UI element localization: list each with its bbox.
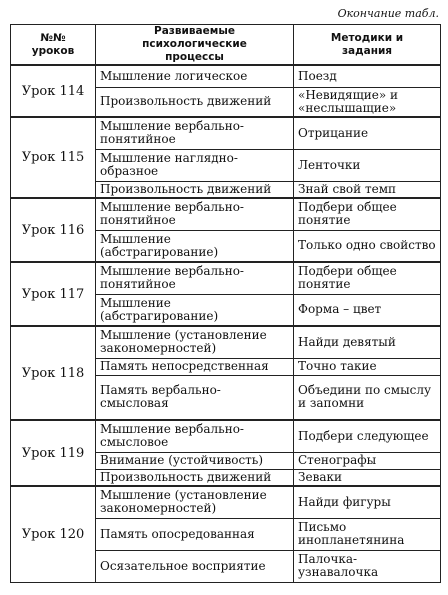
process-cell: Мышление (установление закономерностей)	[96, 486, 294, 518]
method-cell: Стенографы	[294, 452, 441, 469]
table-row	[11, 65, 441, 87]
lesson-cell: Урок 118	[11, 326, 96, 420]
method-cell: Знай свой темп	[294, 181, 441, 198]
method-cell: Подбери следующее	[294, 420, 441, 452]
process-cell: Память опосредованная	[96, 518, 294, 550]
lesson-cell: Урок 120	[11, 486, 96, 582]
table-row	[11, 486, 441, 518]
process-cell: Мышление вербально-понятийное	[96, 262, 294, 294]
process-cell: Мышление (абстрагирование)	[96, 230, 294, 262]
table-caption: Окончание табл.	[337, 7, 439, 20]
process-cell: Мышление (установление закономерностей)	[96, 326, 294, 358]
lesson-cell: Урок 114	[11, 65, 96, 117]
header-row	[11, 25, 441, 66]
lesson-cell: Урок 116	[11, 198, 96, 262]
process-cell: Мышление наглядно-образное	[96, 149, 294, 181]
method-cell: Зеваки	[294, 469, 441, 486]
method-cell: Ленточки	[294, 149, 441, 181]
process-cell: Произвольность движений	[96, 87, 294, 117]
method-cell: Подбери общее понятие	[294, 262, 441, 294]
process-cell: Память вербально-смысловая	[96, 375, 294, 420]
header-process: Развиваемые психологические процессы	[96, 25, 294, 66]
process-cell: Мышление вербально-смысловое	[96, 420, 294, 452]
method-cell: «Невидящие» и «неслышащие»	[294, 87, 441, 117]
lesson-cell: Урок 115	[11, 117, 96, 198]
method-cell: Отрицание	[294, 117, 441, 149]
table-row	[11, 262, 441, 294]
lesson-cell: Урок 117	[11, 262, 96, 326]
lessons-table	[10, 24, 441, 583]
header-method: Методики и задания	[294, 25, 441, 66]
method-cell: Письмо инопланетянина	[294, 518, 441, 550]
method-cell: Форма – цвет	[294, 294, 441, 326]
method-cell: Палочка-узнавалочка	[294, 550, 441, 582]
method-cell: Только одно свойство	[294, 230, 441, 262]
process-cell: Мышление логическое	[96, 65, 294, 87]
table-row	[11, 198, 441, 230]
process-cell: Мышление вербально-понятийное	[96, 198, 294, 230]
process-cell: Произвольность движений	[96, 469, 294, 486]
process-cell: Осязательное восприятие	[96, 550, 294, 582]
lesson-cell: Урок 119	[11, 420, 96, 486]
process-cell: Мышление (абстрагирование)	[96, 294, 294, 326]
process-cell: Внимание (устойчивость)	[96, 452, 294, 469]
method-cell: Поезд	[294, 65, 441, 87]
process-cell: Память непосредственная	[96, 358, 294, 375]
process-cell: Мышление вербально-понятийное	[96, 117, 294, 149]
process-cell: Произвольность движений	[96, 181, 294, 198]
method-cell: Найди фигуры	[294, 486, 441, 518]
method-cell: Объедини по смыслу и запомни	[294, 375, 441, 420]
table-row	[11, 117, 441, 149]
header-lesson: №№ уроков	[11, 25, 96, 66]
method-cell: Найди девятый	[294, 326, 441, 358]
method-cell: Точно такие	[294, 358, 441, 375]
table-row	[11, 326, 441, 358]
method-cell: Подбери общее понятие	[294, 198, 441, 230]
table-row	[11, 420, 441, 452]
